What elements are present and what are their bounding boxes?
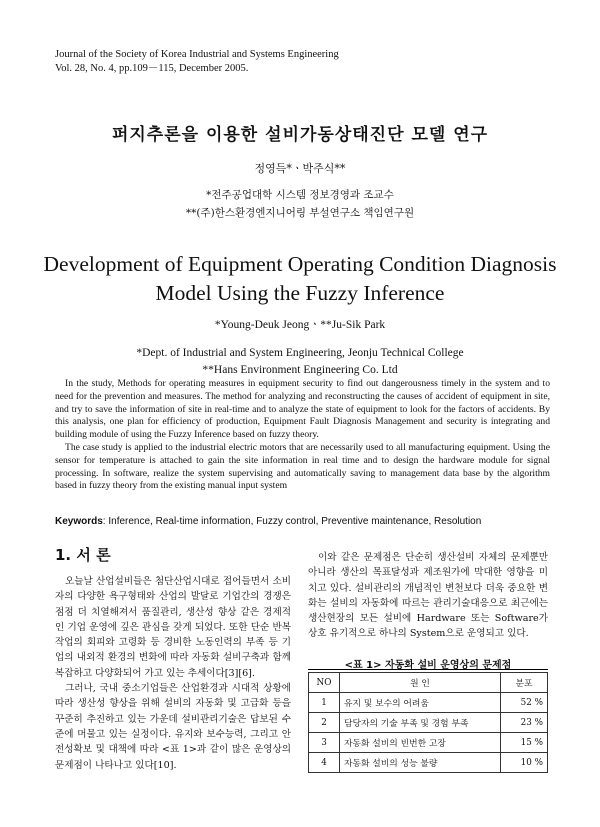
korean-authors: 정영득*ㆍ박주식** bbox=[254, 162, 346, 175]
korean-affiliations bbox=[0, 186, 600, 222]
english-authors: *Young-Deuk Jeongㆍ**Ju-Sik Park bbox=[214, 319, 386, 331]
row-cause: 자동화 설비의 성능 불량 bbox=[340, 753, 501, 773]
intro-paragraph-3: 이와 같은 문제점은 단순히 생산설비 자체의 문제뿐만 아니라 생산의 목표달성과 제조원가에 막대한 영향을 미치고 있다. 설비관리의 개념적인 변천보다 더욱 중요한 변화는 설비의 자동화에 따르는 관리기술대응으로 최근에는 생산현장의 모든 설비에 Hardware 또는 Software가 상호 유기적으로 하나의 System으로 운영되고 있다. bbox=[308, 552, 548, 640]
keywords-label: Keywords bbox=[55, 516, 103, 527]
row-distribution: 23 % bbox=[501, 713, 548, 733]
row-no: 3 bbox=[309, 733, 340, 753]
section-heading-introduction: 1. 서 론 bbox=[55, 546, 111, 564]
english-affiliation-1: *Dept. of Industrial and System Engineering, Jeonju Technical College bbox=[136, 347, 464, 359]
row-no: 2 bbox=[309, 713, 340, 733]
row-distribution: 10 % bbox=[501, 753, 548, 773]
table-header-row bbox=[309, 673, 548, 693]
english-title-line-1: Development of Equipment Operating Condition Diagnosis bbox=[43, 252, 557, 276]
table-row bbox=[309, 753, 548, 773]
header-no: NO bbox=[309, 673, 340, 693]
journal-header bbox=[55, 48, 339, 76]
intro-paragraph-2: 그러나, 국내 중소기업들은 산업환경과 시대적 상황에 따라 생산성 향상을 위해 설비의 자동화 및 고급화 등을 꾸준히 추진하고 있는 가운데 설비관리기술은 답보된 수준에 머물고 있는 실정이다. 유지와 보수능력, 그리고 안전성확보 및 대책에 따라 <표 1>과 같이 많은 운영상의 문제점이 나타나고 있다[10]. bbox=[55, 683, 291, 771]
intro-paragraph-1: 오늘날 산업설비들은 첨단산업시대로 접어들면서 소비자의 다양한 욕구형태와 산업의 발달로 기업간의 경쟁은 점점 더 치열해져서 품질관리, 생산성 향상 같은 경제적인 기업 운영에 깊은 관심을 갖게 되었다. 또한 단순 반복 작업의 회피와 고령화 등 경비한 노동인력의 부족 등 기업의 내외적 환경의 변화에 따라 자동화 설비구축과 함께 복잡하고 다양화되어 가고 있는 추세이다[3][6]. bbox=[55, 576, 291, 679]
row-distribution: 15 % bbox=[501, 733, 548, 753]
keywords bbox=[55, 516, 481, 527]
row-distribution: 52 % bbox=[501, 693, 548, 713]
table-row bbox=[309, 733, 548, 753]
english-title-line-2: Model Using the Fuzzy Inference bbox=[155, 281, 445, 305]
abstract bbox=[55, 378, 550, 493]
english-affiliations bbox=[0, 345, 600, 379]
english-affiliation-2: **Hans Environment Engineering Co. Ltd bbox=[202, 364, 398, 376]
korean-affiliation-2: **(주)한스환경엔지니어링 부설연구소 책임연구원 bbox=[185, 207, 415, 219]
row-no: 1 bbox=[309, 693, 340, 713]
abstract-paragraph-1: In the study, Methods for operating measures in equipment security to find out dangerousness timely in the system and to need for the prevention and measures. The method for analyzing and reconstructing the causes of accident of equipment in site, and try to save the information of site in real-time and to analyze the state of equipment to look for the factors of accidents. By this analysis, one plan for efficiency of production, Equipment Fault Diagnosis Management and security is integrating and building module of using the Fuzzy Inference based on fuzzy theory. bbox=[55, 378, 550, 441]
keywords-text: : Inference, Real-time information, Fuzzy control, Preventive maintenance, Resolution bbox=[102, 516, 482, 527]
journal-name: Journal of the Society of Korea Industrial and Systems Engineering bbox=[55, 49, 339, 60]
left-column bbox=[55, 574, 291, 773]
problems-table bbox=[308, 672, 548, 773]
row-cause: 자동화 설비의 빈번한 고장 bbox=[340, 733, 501, 753]
row-no: 4 bbox=[309, 753, 340, 773]
abstract-paragraph-2: The case study is applied to the industrial electric motors that are necessarily used to all manufacturing equipment. Using the sensor for temperature is attached to gain the site information in real time and to design the hardware module for signal processing. In software, realize the system supervising and automatically saving to management data base by the algorithm based in fuzzy theory from the existing manual input system bbox=[55, 441, 550, 492]
table-caption: <표 1> 자동화 설비 운영상의 문제점 bbox=[344, 660, 512, 671]
header-distribution: 분포 bbox=[501, 673, 548, 693]
korean-title: 퍼지추론을 이용한 설비가동상태진단 모델 연구 bbox=[111, 125, 489, 145]
right-column bbox=[308, 550, 548, 642]
row-cause: 담당자의 기술 부족 및 경험 부족 bbox=[340, 713, 501, 733]
english-title bbox=[0, 250, 600, 308]
journal-volume: Vol. 28, No. 4, pp.109－115, December 2005. bbox=[55, 63, 249, 74]
row-cause: 유지 및 보수의 어려움 bbox=[340, 693, 501, 713]
header-cause: 원 인 bbox=[340, 673, 501, 693]
table-top-rule bbox=[308, 669, 548, 670]
table-row bbox=[309, 713, 548, 733]
table-row bbox=[309, 693, 548, 713]
korean-affiliation-1: *전주공업대학 시스템 정보경영과 조교수 bbox=[206, 189, 394, 201]
